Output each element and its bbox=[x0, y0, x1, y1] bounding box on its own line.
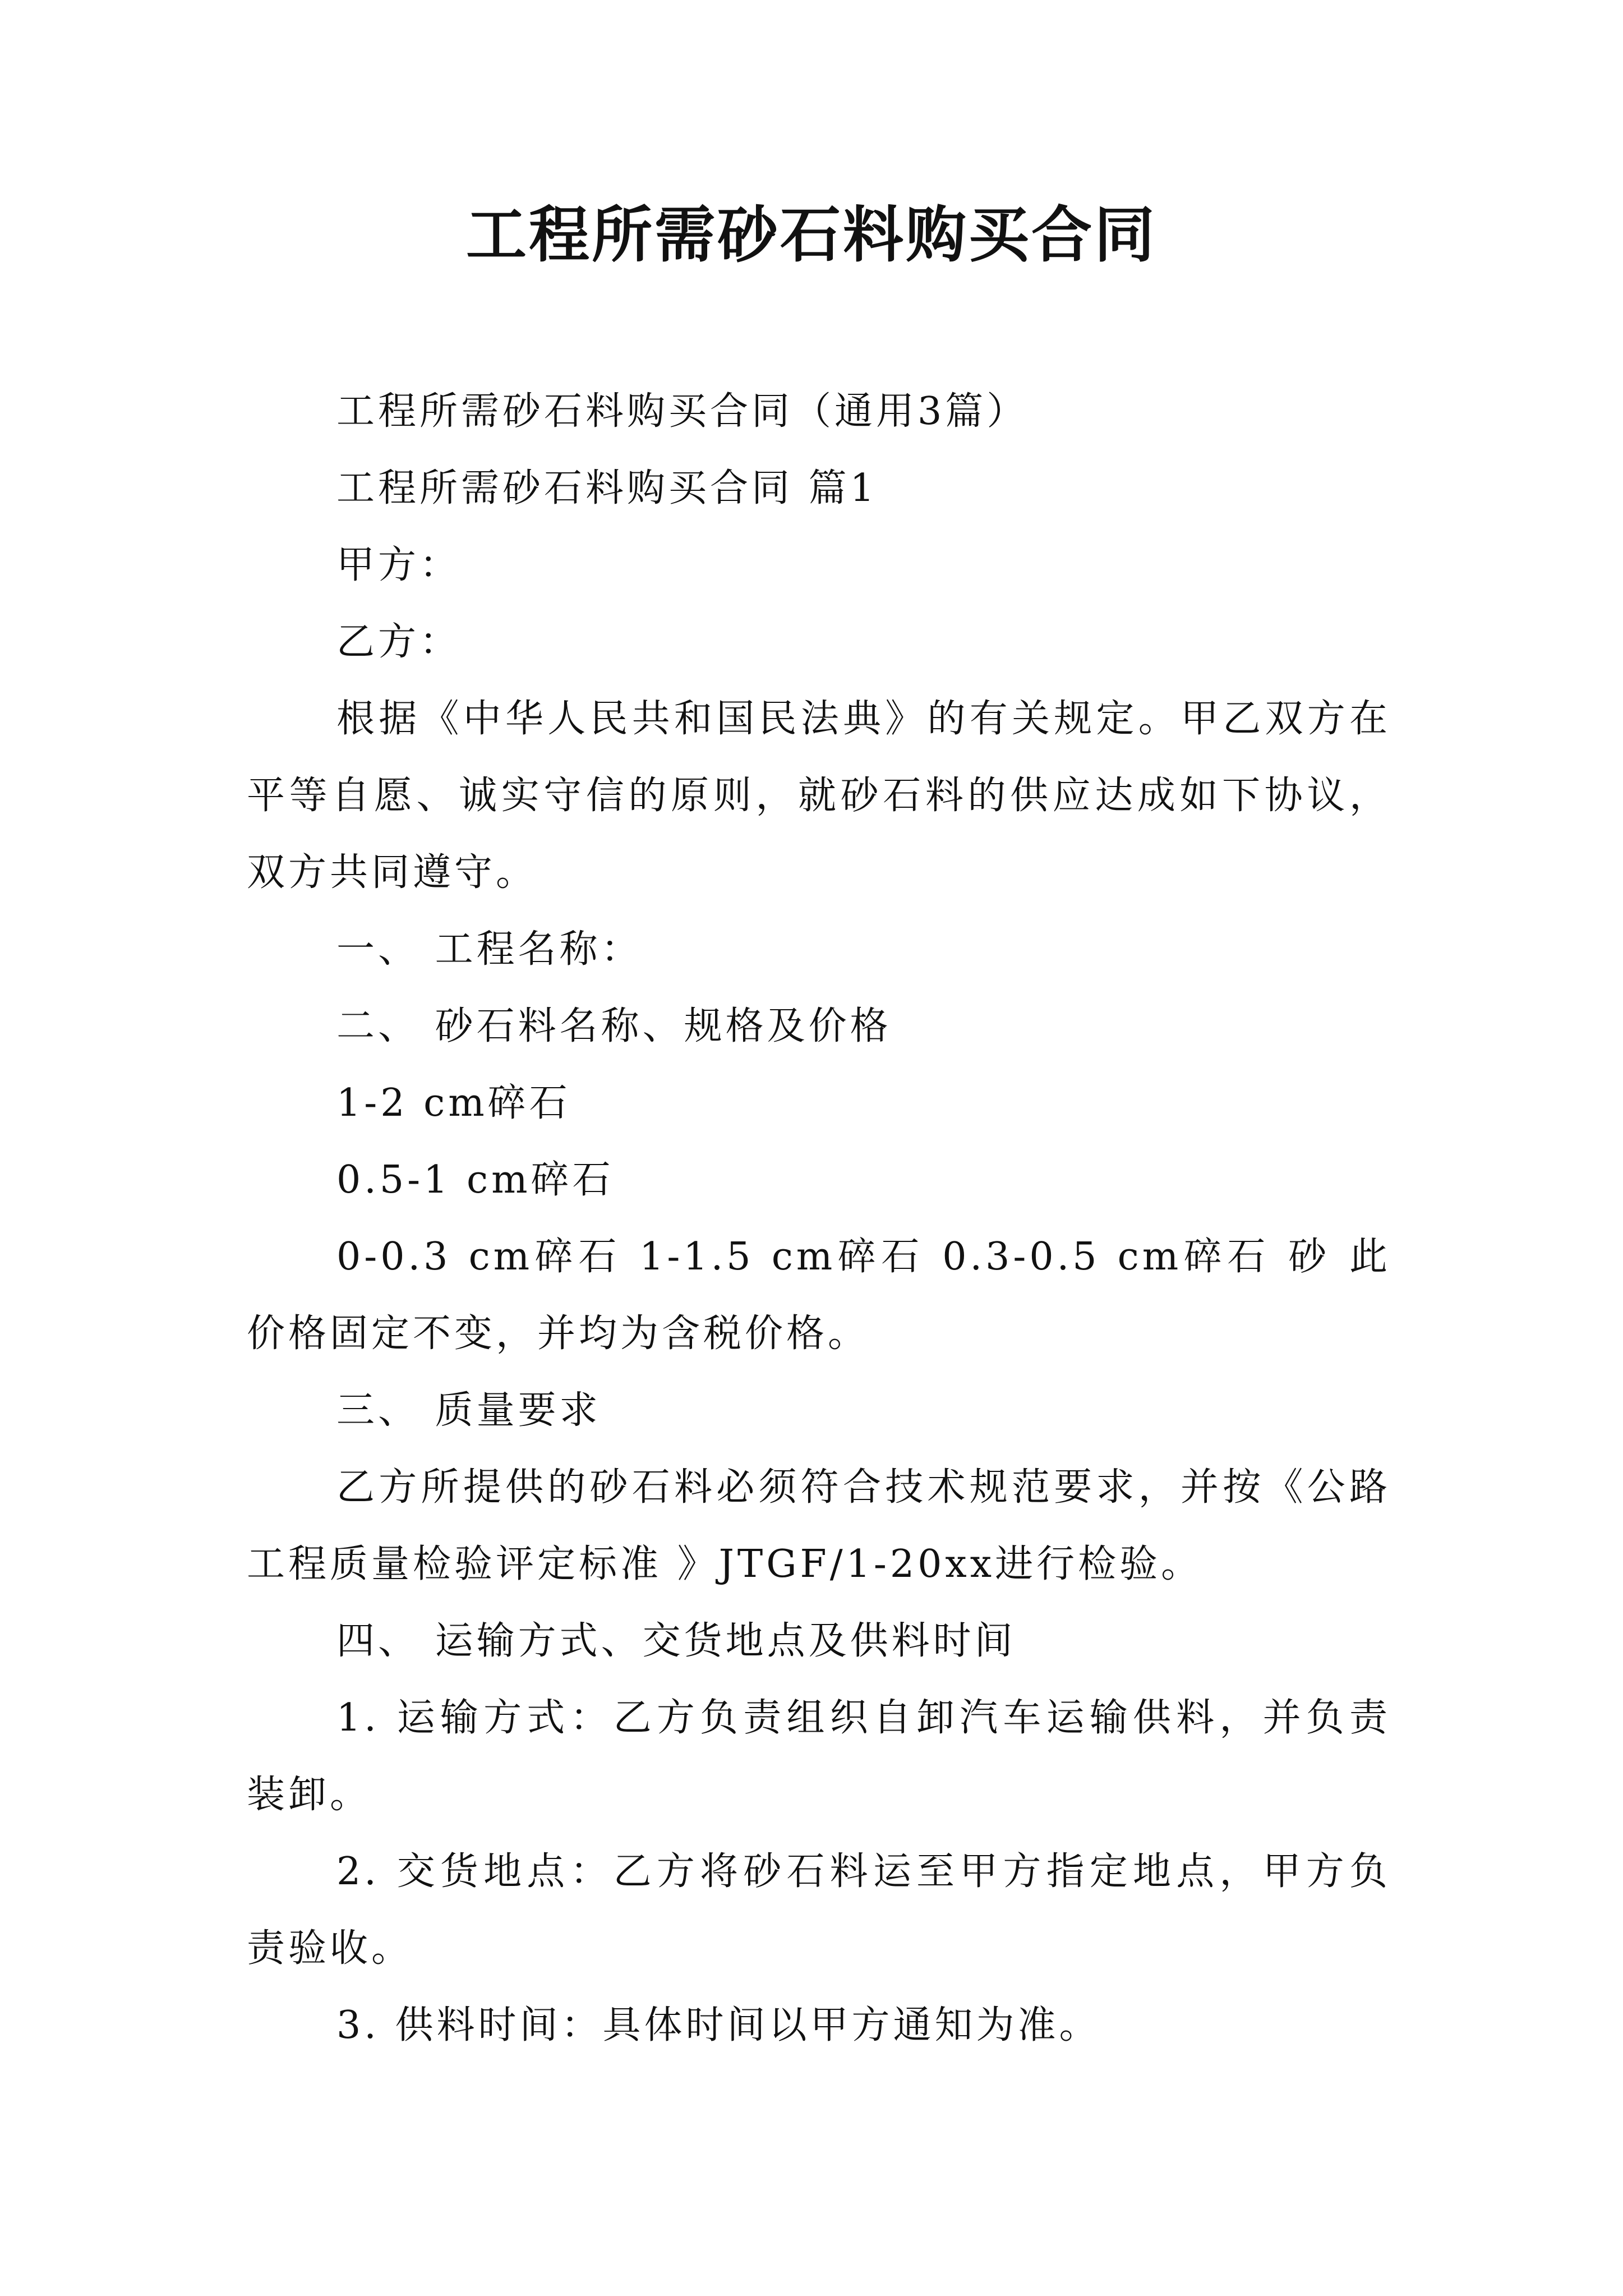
clause-2-heading: 二、 砂石料名称、规格及价格 bbox=[336, 1004, 892, 1048]
document-body bbox=[247, 373, 1391, 2064]
spec-item-2: 0.5-1 cm碎石 bbox=[336, 1158, 614, 1202]
clause-3-heading: 三、 质量要求 bbox=[336, 1388, 601, 1433]
document-title: 工程所需砂石料购买合同 bbox=[465, 200, 1157, 270]
spec-item-1: 1-2 cm碎石 bbox=[336, 1081, 571, 1125]
paragraph-preamble: 根据《中华人民共和国民法典》的有关规定。甲乙双方在平等自愿、诚实守信的原则，就砂石料的供应达成如下协议，双方共同遵守。 bbox=[247, 697, 1391, 895]
clause-4-item-3: 3. 供料时间：具体时间以甲方通知为准。 bbox=[336, 2003, 1101, 2047]
paragraph-party-b: 乙方： bbox=[336, 620, 462, 664]
clause-4-heading: 四、 运输方式、交货地点及供料时间 bbox=[336, 1619, 1016, 1663]
paragraph-section-heading: 工程所需砂石料购买合同 篇1 bbox=[336, 466, 878, 510]
clause-1-heading: 一、 工程名称： bbox=[336, 927, 643, 972]
clause-3-text: 乙方所提供的砂石料必须符合技术规范要求，并按《公路工程质量检验评定标准 》JTGF/1-20xx进行检验。 bbox=[247, 1465, 1391, 1586]
clause-4-item-2: 2. 交货地点：乙方将砂石料运至甲方指定地点，甲方负责验收。 bbox=[247, 1849, 1391, 1971]
spec-item-3: 0-0.3 cm碎石 1-1.5 cm碎石 0.3-0.5 cm碎石 砂 此价格固定不变，并均为含税价格。 bbox=[247, 1235, 1391, 1356]
paragraph-party-a: 甲方： bbox=[336, 543, 462, 587]
paragraph-subtitle: 工程所需砂石料购买合同（通用3篇） bbox=[336, 389, 1029, 434]
clause-4-item-1: 1. 运输方式：乙方负责组织自卸汽车运输供料，并负责装卸。 bbox=[247, 1696, 1391, 1817]
